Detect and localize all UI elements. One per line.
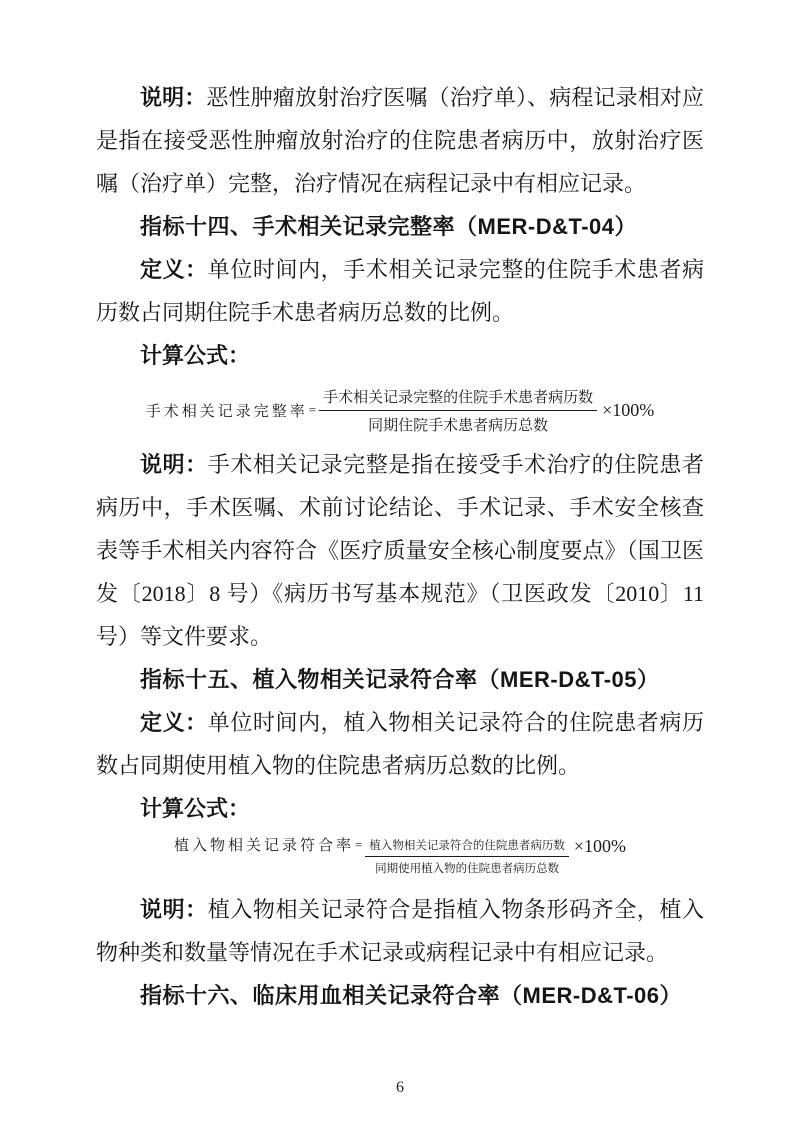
fraction-numerator: 植入物相关记录符合的住院患者病历数 [365, 837, 569, 857]
formula-caption-14: 计算公式： [140, 343, 251, 368]
definition-text: 单位时间内，植入物相关记录符合的住院患者病历数占同期使用植入物的住院患者病历总数的比例。 [96, 710, 704, 778]
paragraph-radiation-note [96, 76, 704, 205]
formula-lhs: 植入物相关记录符合率 [173, 838, 354, 854]
multiplier: ×100% [602, 399, 655, 420]
formula-surgical-record-completeness [96, 377, 704, 443]
fraction [365, 837, 569, 876]
note-label: 说明： [140, 897, 208, 922]
definition-label: 定义： [140, 710, 208, 735]
fraction-denominator: 同期住院手术患者病历总数 [368, 417, 549, 434]
paragraph-definition-15 [96, 701, 704, 787]
definition-label: 定义： [140, 257, 208, 282]
multiplier: ×100% [573, 836, 626, 856]
equals-sign: = [308, 402, 317, 417]
heading-indicator-14: 指标十四、手术相关记录完整率（MER-D&T-04） [140, 214, 638, 239]
formula-caption-15: 计算公式： [140, 796, 251, 821]
fraction [319, 386, 597, 435]
note-text: 植入物相关记录符合是指植入物条形码齐全，植入物种类和数量等情况在手术记录或病程记录中有相应记录。 [96, 897, 704, 965]
note-text: 恶性肿瘤放射治疗医嘱（治疗单）、病程记录相对应是指在接受恶性肿瘤放射治疗的住院患者病历中，放射治疗医嘱（治疗单）完整，治疗情况在病程记录中有相应记录。 [96, 85, 704, 196]
note-text: 手术相关记录完整是指在接受手术治疗的住院患者病历中，手术医嘱、术前讨论结论、手术记录、手术安全核查表等手术相关内容符合《医疗质量安全核心制度要点》（国卫医发〔2018〕8 号）《病历书写基本规范》（卫医政发〔2010〕11 号）等文件要求。 [96, 452, 704, 649]
heading-indicator-15: 指标十五、植入物相关记录符合率（MER-D&T-05） [140, 667, 660, 692]
paragraph-note-15 [96, 888, 704, 974]
formula-lhs: 手术相关记录完整率 [145, 403, 308, 420]
note-label: 说明： [140, 85, 207, 110]
formula-implant-record-conformity [96, 830, 704, 888]
definition-text: 单位时间内，手术相关记录完整的住院手术患者病历数占同期住院手术患者病历总数的比例。 [96, 257, 704, 325]
heading-indicator-16: 指标十六、临床用血相关记录符合率（MER-D&T-06） [140, 983, 683, 1008]
fraction-denominator: 同期使用植入物的住院患者病历总数 [375, 863, 560, 875]
page-content [96, 76, 704, 1017]
page-number: 6 [396, 1079, 404, 1096]
paragraph-note-14 [96, 443, 704, 658]
equals-sign: = [355, 837, 363, 852]
note-label: 说明： [140, 452, 208, 477]
fraction-numerator: 手术相关记录完整的住院手术患者病历数 [319, 386, 597, 411]
paragraph-definition-14 [96, 248, 704, 334]
